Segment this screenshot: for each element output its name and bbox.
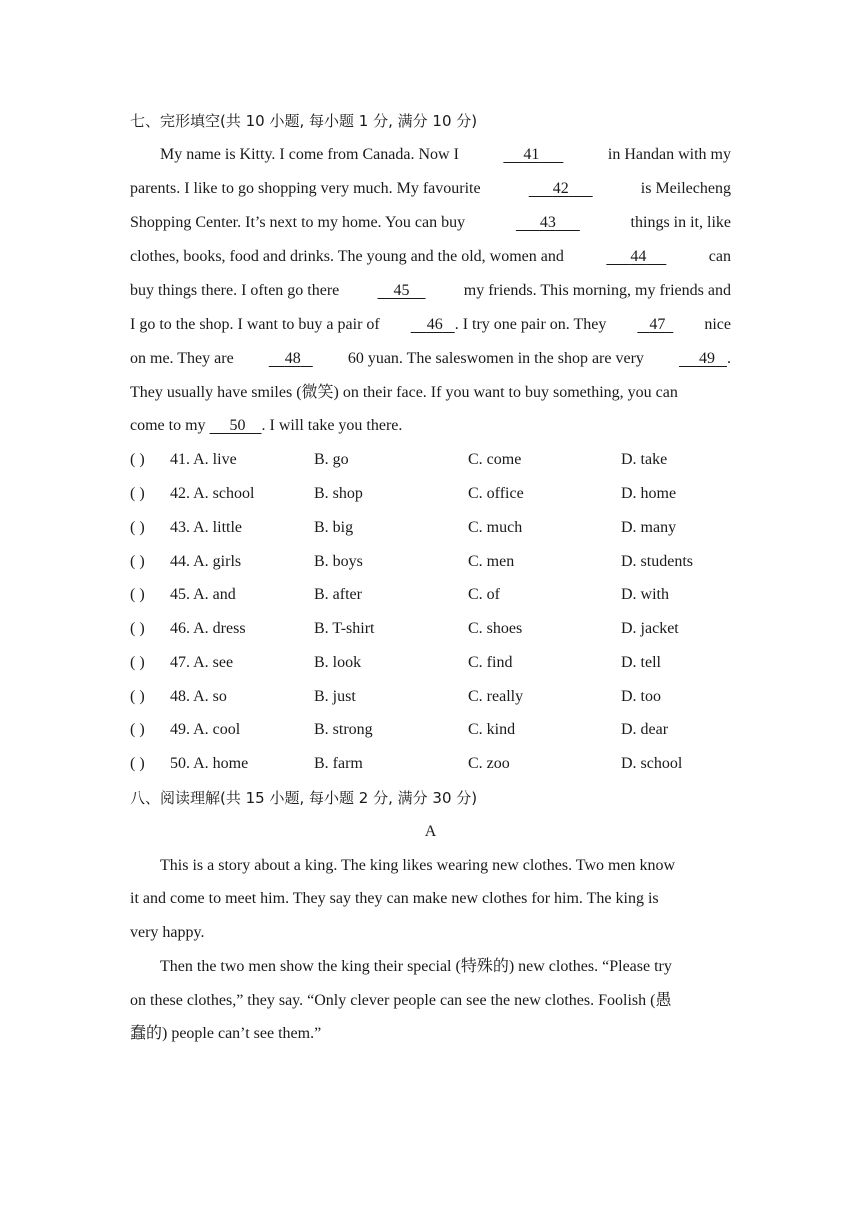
question-42: ( ) 42. A. school B. shop C. office D. home bbox=[130, 485, 677, 502]
reading-line-6: 蠢的) people can’t see them.” bbox=[130, 1025, 322, 1042]
question-48: ( ) 48. A. so B. just C. really D. too bbox=[130, 688, 661, 705]
question-49: ( ) 49. A. cool B. strong C. kind D. dear bbox=[130, 721, 669, 738]
passage-line-8: They usually have smiles (微笑) on their face. If you want to buy something, you can bbox=[130, 384, 678, 401]
blank-50: 50 bbox=[229, 417, 246, 434]
reading-line-2: it and come to meet him. They say they can make new clothes for him. The king is bbox=[130, 890, 659, 907]
passage-line-9: come to my 50 . I will take you there. bbox=[130, 417, 403, 434]
question-43: ( ) 43. A. little B. big C. much D. many bbox=[130, 519, 677, 536]
blank-49: 49 bbox=[698, 350, 715, 367]
part-a-label: A bbox=[424, 823, 437, 840]
blank-41: 41 bbox=[523, 146, 540, 163]
section-7-heading: 七、完形填空(共 10 小题, 每小题 1 分, 满分 10 分) bbox=[130, 112, 478, 130]
passage-line-3: Shopping Center. It’s next to my home. You can buy 43 things in it, like bbox=[130, 214, 731, 231]
blank-42: 42 bbox=[552, 180, 569, 197]
blank-43: 43 bbox=[539, 214, 556, 231]
reading-line-3: very happy. bbox=[130, 924, 205, 941]
question-47: ( ) 47. A. see B. look C. find D. tell bbox=[130, 654, 661, 671]
passage-line-4: clothes, books, food and drinks. The young and the old, women and 44 can bbox=[130, 248, 731, 265]
passage-line-5: buy things there. I often go there 45 my friends. This morning, my friends and bbox=[130, 282, 731, 299]
question-45: ( ) 45. A. and B. after C. of D. with bbox=[130, 586, 669, 603]
blank-45: 45 bbox=[393, 282, 410, 299]
reading-line-1: This is a story about a king. The king likes wearing new clothes. Two men know bbox=[160, 857, 676, 874]
passage-line-1: My name is Kitty. I come from Canada. Now I 41 in Handan with my bbox=[160, 146, 731, 163]
reading-line-4: Then the two men show the king their special (特殊的) new clothes. “Please try bbox=[160, 958, 672, 975]
section-8-heading: 八、阅读理解(共 15 小题, 每小题 2 分, 满分 30 分) bbox=[130, 789, 478, 807]
question-41: ( ) 41. A. live B. go C. come D. take bbox=[130, 451, 668, 468]
passage-line-7: on me. They are 48 60 yuan. The saleswomen in the shop are very 49 . bbox=[130, 350, 731, 367]
passage-line-2: parents. I like to go shopping very much. My favourite 42 is Meilecheng bbox=[130, 180, 731, 197]
blank-44: 44 bbox=[630, 248, 647, 265]
blank-47: 47 bbox=[649, 316, 666, 333]
blank-46: 46 bbox=[426, 316, 443, 333]
blank-48: 48 bbox=[284, 350, 301, 367]
question-44: ( ) 44. A. girls B. boys C. men D. students bbox=[130, 553, 693, 570]
passage-line-6: I go to the shop. I want to buy a pair of 46 . I try one pair on. They 47 nice bbox=[130, 316, 731, 333]
reading-line-5: on these clothes,” they say. “Only clever people can see the new clothes. Foolish (愚 bbox=[130, 992, 672, 1009]
question-50: ( ) 50. A. home B. farm C. zoo D. school bbox=[130, 755, 683, 772]
question-46: ( ) 46. A. dress B. T-shirt C. shoes D. jacket bbox=[130, 620, 679, 637]
